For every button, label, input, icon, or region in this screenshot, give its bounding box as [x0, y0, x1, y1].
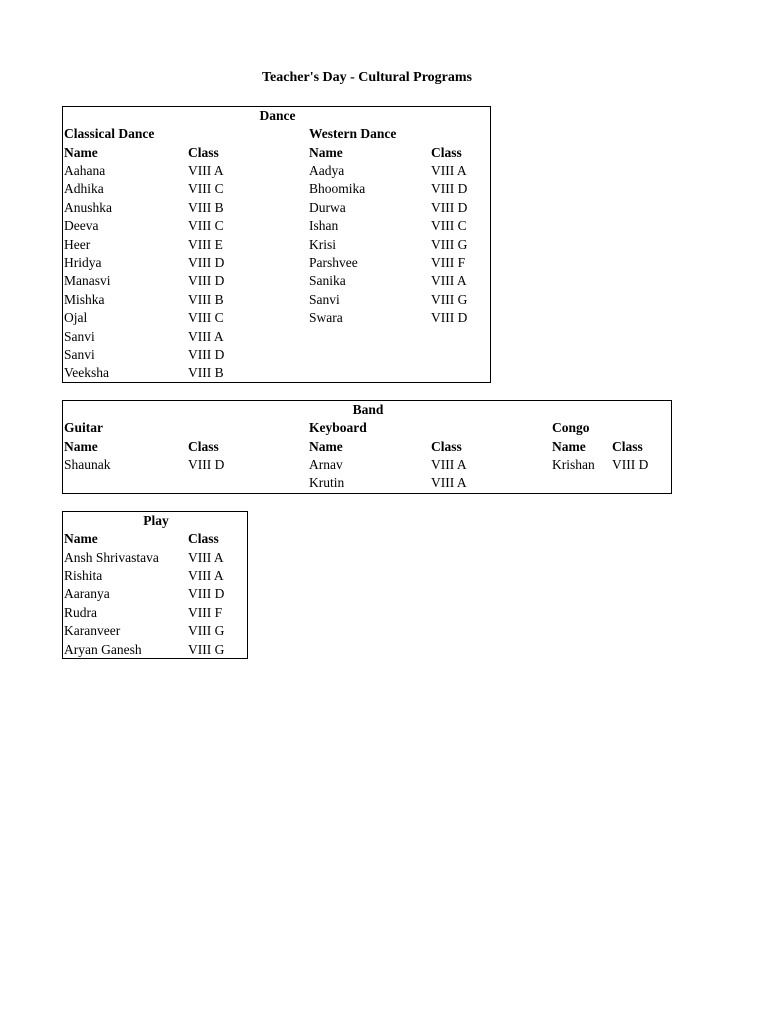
western-name-header: Name	[309, 144, 343, 160]
classical-dance-row-class: VIII D	[188, 273, 225, 289]
classical-dance-row-name: Veeksha	[64, 365, 109, 381]
western-dance-row-class: VIII G	[431, 236, 468, 252]
play-name-header: Name	[64, 531, 98, 546]
western-dance-row-name: Aadya	[309, 163, 345, 178]
classical-dance-row-name: Hridya	[64, 255, 102, 270]
classical-dance-row-class: VIII E	[188, 236, 223, 252]
western-dance-row-class: VIII D	[431, 181, 468, 197]
dance-heading: Dance	[259, 108, 296, 123]
guitar-class-header: Class	[188, 438, 219, 454]
band-heading: Band	[352, 402, 384, 417]
keyboard-name-header: Name	[309, 438, 343, 454]
play-row-class: VIII F	[188, 604, 223, 620]
play-row-name: Karanveer	[64, 623, 121, 639]
classical-dance-title: Classical Dance	[64, 126, 155, 141]
classical-dance-row-class: VIII C	[188, 218, 224, 234]
classical-dance-row-name: Mishka	[64, 291, 105, 307]
western-dance-row-name: Swara	[309, 310, 343, 326]
keyboard-row-name: Arnav	[309, 457, 343, 472]
classical-dance-row-name: Aahana	[64, 163, 106, 178]
congo-class-header: Class	[612, 438, 643, 454]
congo-title: Congo	[552, 420, 590, 435]
western-dance-row-name: Durwa	[309, 199, 346, 215]
play-row-class: VIII D	[188, 586, 225, 602]
western-dance-row-class: VIII D	[431, 310, 468, 326]
guitar-name-header: Name	[64, 438, 98, 454]
classical-dance-row-name: Manasvi	[64, 273, 111, 289]
play-row-name: Aryan Ganesh	[64, 641, 142, 657]
classical-dance-row-name: Ojal	[64, 310, 88, 326]
classical-dance-row-class: VIII B	[188, 291, 224, 307]
classical-dance-row-name: Sanvi	[64, 347, 95, 362]
keyboard-title: Keyboard	[309, 420, 367, 435]
band-table	[62, 400, 672, 494]
classical-dance-row-class: VIII B	[188, 199, 224, 215]
dance-table	[62, 106, 491, 383]
western-dance-row-class: VIII A	[431, 273, 467, 289]
western-dance-row-class: VIII F	[431, 255, 466, 270]
page-title: Teacher's Day - Cultural Programs	[262, 70, 472, 85]
classical-dance-row-name: Deeva	[64, 218, 99, 234]
congo-row-name: Krishan	[552, 457, 595, 472]
guitar-row-name: Shaunak	[64, 457, 111, 472]
classical-dance-row-class: VIII C	[188, 181, 224, 197]
classical-dance-row-class: VIII C	[188, 310, 224, 326]
classical-dance-row-name: Sanvi	[64, 328, 95, 344]
classical-dance-row-class: VIII B	[188, 365, 224, 381]
congo-name-header: Name	[552, 438, 586, 454]
play-row-class: VIII A	[188, 549, 224, 565]
western-dance-row-class: VIII A	[431, 163, 467, 178]
western-dance-row-name: Parshvee	[309, 255, 358, 270]
keyboard-row-class: VIII A	[431, 457, 467, 472]
western-dance-row-class: VIII C	[431, 218, 467, 234]
classical-dance-row-name: Anushka	[64, 199, 112, 215]
classical-dance-row-class: VIII A	[188, 163, 224, 178]
guitar-title: Guitar	[64, 420, 103, 435]
play-row-name: Ansh Shrivastava	[64, 549, 159, 565]
western-dance-row-name: Sanvi	[309, 291, 340, 307]
western-dance-row-name: Bhoomika	[309, 181, 366, 197]
western-dance-title: Western Dance	[309, 126, 397, 141]
western-dance-row-name: Ishan	[309, 218, 339, 234]
play-table	[62, 511, 248, 659]
classical-dance-row-class: VIII A	[188, 328, 224, 344]
western-dance-row-class: VIII G	[431, 291, 468, 307]
western-dance-row-class: VIII D	[431, 199, 468, 215]
classical-name-header: Name	[64, 144, 98, 160]
keyboard-class-header: Class	[431, 438, 462, 454]
play-row-class: VIII G	[188, 641, 225, 657]
western-class-header: Class	[431, 144, 462, 160]
keyboard-row-name: Krutin	[309, 475, 345, 491]
play-row-name: Aaranya	[64, 586, 110, 602]
classical-dance-row-name: Heer	[64, 236, 91, 252]
western-dance-row-name: Krisi	[309, 236, 336, 252]
play-row-class: VIII A	[188, 567, 224, 583]
classical-dance-row-class: VIII D	[188, 347, 225, 362]
play-class-header: Class	[188, 531, 219, 546]
congo-row-class: VIII D	[612, 457, 649, 472]
play-heading: Play	[143, 513, 169, 528]
play-row-class: VIII G	[188, 623, 225, 639]
play-row-name: Rudra	[64, 604, 97, 620]
western-dance-row-name: Sanika	[309, 273, 346, 289]
keyboard-row-class: VIII A	[431, 475, 467, 491]
play-row-name: Rishita	[64, 567, 103, 583]
guitar-row-class: VIII D	[188, 457, 225, 472]
classical-dance-row-class: VIII D	[188, 255, 225, 270]
classical-class-header: Class	[188, 144, 219, 160]
classical-dance-row-name: Adhika	[64, 181, 104, 197]
